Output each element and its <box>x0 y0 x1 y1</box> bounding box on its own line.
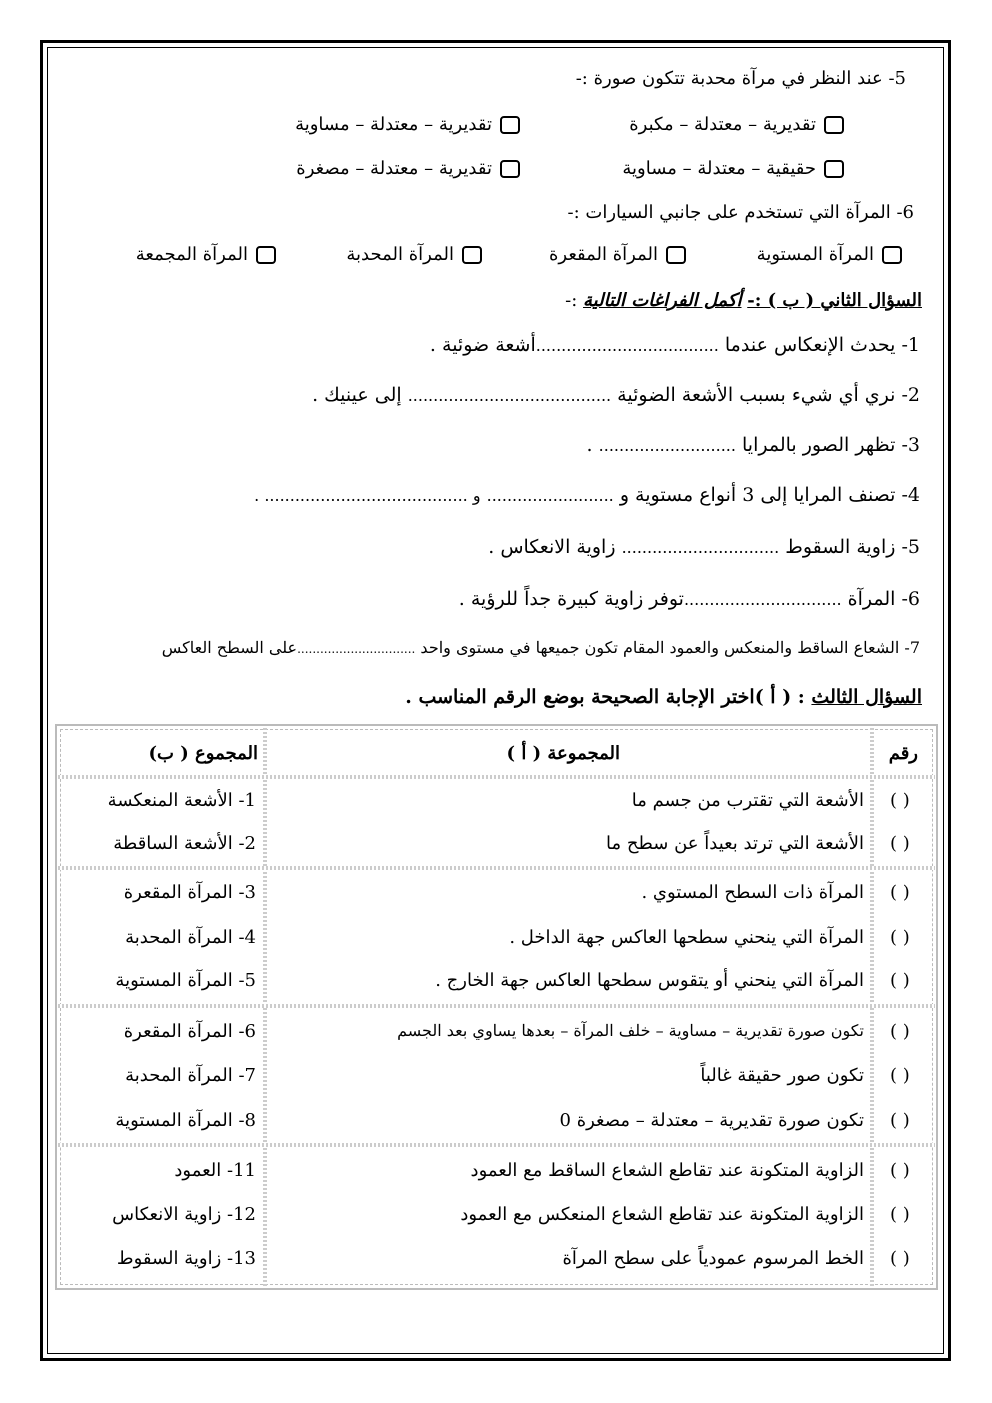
checkbox[interactable] <box>256 246 276 264</box>
group-a-item: تكون صور حقيقة غالباً <box>700 1065 864 1086</box>
answer-slot[interactable]: ( ) <box>890 927 910 948</box>
group-a-item: تكون صورة تقديرية – معتدلة – مصغرة 0 <box>559 1110 864 1131</box>
group-b-item: 13- زاوية السقوط <box>116 1248 256 1269</box>
checkbox[interactable] <box>882 246 902 264</box>
header-group-a: المجموعة ( أ ) <box>506 743 620 764</box>
answer-slot[interactable]: ( ) <box>890 882 910 903</box>
header-num: رقم <box>888 743 918 764</box>
group-a-item: الخط المرسوم عمودياً على سطح المرآة <box>562 1248 864 1269</box>
fill-item-3: 3- تظهر الصور بالمرايا ........................... . <box>586 434 920 456</box>
answer-slot[interactable]: ( ) <box>890 790 910 811</box>
section2-heading: السؤال الثاني ( ب ) :- <box>747 290 922 311</box>
group-b-item: 1- الأشعة المنعكسة <box>107 790 256 811</box>
group-a-item: تكون صورة تقديرية – مساوية – خلف المرآة – بعدها يساوي بعد الجسم <box>397 1021 864 1040</box>
q6-option-4[interactable]: المرآة المجمعة <box>136 244 276 265</box>
fill-item-7: 7- الشعاع الساقط والمنعكس والعمود المقام تكون جميعها في مستوى واحد ...............................على السطح العاكس <box>161 638 920 657</box>
answer-slot[interactable]: ( ) <box>890 1204 910 1225</box>
answer-slot[interactable]: ( ) <box>890 1021 910 1042</box>
group-a-item: الزاوية المتكونة عند تقاطع الشعاع المنعكس مع العمود <box>460 1204 864 1225</box>
q6-text: 6- المرآة التي تستخدم على جانبي السيارات :- <box>567 202 914 223</box>
fill-item-2: 2- نري أي شيء بسبب الأشعة الضوئية ........................................ إلى عينيك . <box>312 384 920 406</box>
answer-slot[interactable]: ( ) <box>890 1065 910 1086</box>
fill-item-1: 1- يحدث الإنعكاس عندما ....................................أشعة ضوئية . <box>429 334 920 356</box>
section3-instruction: : ( أ )اختر الإجابة الصحيحة بوضع الرقم المناسب . <box>405 686 812 708</box>
checkbox[interactable] <box>500 160 520 178</box>
checkbox[interactable] <box>462 246 482 264</box>
q5-option-2[interactable]: تقديرية – معتدلة – مساوية <box>295 114 520 135</box>
group-b-item: 2- الأشعة الساقطة <box>113 833 256 854</box>
fill-item-5: 5- زاوية السقوط ............................... زاوية الانعكاس . <box>488 536 920 558</box>
answer-slot[interactable]: ( ) <box>890 1248 910 1269</box>
q5-option-1[interactable]: تقديرية – معتدلة – مكبرة <box>629 114 844 135</box>
header-group-b: المجموع ( ب) <box>148 743 258 764</box>
q6-option-2[interactable]: المرآة المقعرة <box>549 244 686 265</box>
group-a-item: الأشعة التي تقترب من جسم ما <box>631 790 864 811</box>
group-b-item: 7- المرآة المحدبة <box>125 1065 256 1086</box>
q5-text: 5- عند النظر في مرآة محدبة تتكون صورة :- <box>575 68 906 89</box>
section2-heading-line <box>565 290 922 311</box>
group-b-item: 11- العمود <box>174 1160 256 1181</box>
group-b-item: 12- زاوية الانعكاس <box>112 1204 256 1225</box>
fill-item-4: 4- تصنف المرايا إلى 3 أنواع مستوية و ......................... و ........................................ . <box>254 484 920 506</box>
group-b-item: 8- المرآة المستوية <box>115 1110 256 1131</box>
group-b-item: 4- المرآة المحدبة <box>125 927 256 948</box>
checkbox[interactable] <box>666 246 686 264</box>
q6-option-1[interactable]: المرآة المستوية <box>757 244 902 265</box>
answer-slot[interactable]: ( ) <box>890 1160 910 1181</box>
answer-slot[interactable]: ( ) <box>890 970 910 991</box>
section2-tail: :- <box>565 290 578 311</box>
answer-slot[interactable]: ( ) <box>890 1110 910 1131</box>
section2-subheading: أكمل الفراغات التالية <box>583 290 742 311</box>
answer-slot[interactable]: ( ) <box>890 833 910 854</box>
q5-option-3[interactable]: حقيقية – معتدلة – مساوية <box>622 158 844 179</box>
group-a-item: المرآة التي ينحني أو يتقوس سطحها العاكس جهة الخارج . <box>435 970 864 991</box>
q6-option-3[interactable]: المرآة المحدبة <box>346 244 482 265</box>
group-a-item: الأشعة التي ترتد بعيداً عن سطح ما <box>606 833 864 854</box>
section3-heading: السؤال الثالث <box>811 686 922 708</box>
group-a-item: المرآة ذات السطح المستوي . <box>641 882 864 903</box>
section3-heading-line <box>405 686 922 708</box>
checkbox[interactable] <box>824 160 844 178</box>
group-b-item: 3- المرآة المقعرة <box>123 882 256 903</box>
group-a-item: المرآة التي ينحني سطحها العاكس جهة الداخل . <box>509 927 864 948</box>
group-b-item: 5- المرآة المستوية <box>115 970 256 991</box>
group-a-item: الزاوية المتكونة عند تقاطع الشعاع الساقط مع العمود <box>470 1160 864 1181</box>
fill-item-6: 6- المرآة ...............................توفر زاوية كبيرة جداً للرؤية . <box>458 588 920 610</box>
q5-option-4[interactable]: تقديرية – معتدلة – مصغرة <box>296 158 520 179</box>
checkbox[interactable] <box>824 116 844 134</box>
checkbox[interactable] <box>500 116 520 134</box>
group-b-item: 6- المرآة المقعرة <box>123 1021 256 1042</box>
